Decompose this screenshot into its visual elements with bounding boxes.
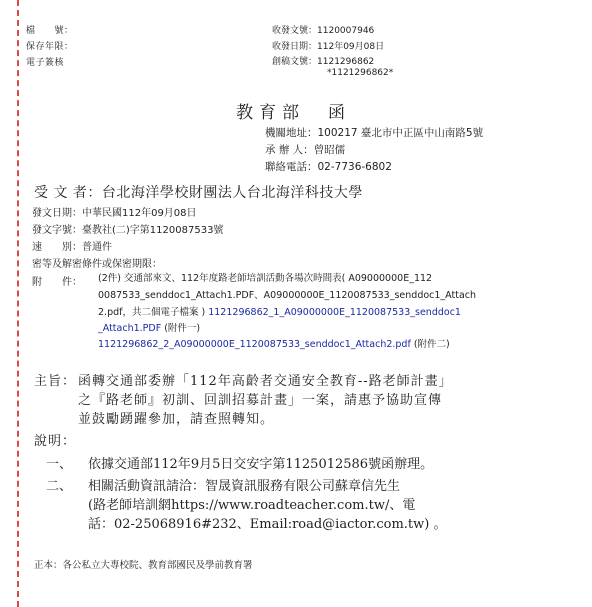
- file-number-label: 檔 號：: [26, 26, 74, 36]
- subject-line-1: 函轉交通部委辦「112年高齡者交通安全教育--路老師計畫」: [78, 374, 453, 389]
- attachment-line-4: [98, 322, 200, 336]
- binding-cut-line: [17, 0, 19, 607]
- attachment-line-3: [98, 306, 461, 320]
- subject-line-3: 並鼓勵踴躍參加，請查照轉知。: [78, 412, 275, 427]
- issue-number: [32, 221, 223, 236]
- explanation-item-2-line-2: (路老師培訓網https://www.roadteacher.com.tw/、電: [88, 498, 416, 513]
- agency-handler-value: 曾昭儒: [313, 144, 346, 156]
- secrecy-label: 密等及解密條件或保密期限：: [32, 259, 162, 270]
- agency-phone-label: 聯絡電話：: [265, 161, 318, 173]
- attachment-line-5: [98, 338, 450, 352]
- issue-date-label: 發文日期：: [32, 208, 82, 219]
- speed-value: 普通件: [82, 242, 112, 253]
- agency-handler-label: 承 辦 人：: [265, 144, 314, 156]
- receive-number-value: 1120007946: [317, 26, 375, 36]
- speed-label: 速 別：: [32, 242, 82, 253]
- agency-address-value: 100217 臺北市中正區中山南路5號: [317, 127, 484, 139]
- issue-number-label: 發文字號：: [32, 225, 82, 236]
- agency-address-label: 機關地址：: [265, 127, 318, 139]
- explanation-item-2-line-1: 相關活動資訊請洽：智晟資訊服務有限公司蘇章信先生: [88, 479, 401, 494]
- recipient: [34, 182, 363, 202]
- agency-phone: [265, 159, 392, 174]
- agency-address: [265, 125, 483, 140]
- issue-number-value: 臺教社(二)字第1120087533號: [82, 225, 224, 236]
- explanation-label: 說明：: [34, 434, 77, 449]
- receive-date-value: 112年09月08日: [317, 42, 385, 52]
- subject-label: 主旨：: [34, 374, 77, 389]
- recipient-value: 台北海洋學校財團法人台北海洋科技大學: [101, 185, 363, 201]
- attachment-label: 附 件：: [32, 277, 82, 288]
- explanation-item-2-line-3: 話：02-25068916#232、Email:road@iactor.com.tw) 。: [88, 517, 447, 532]
- attachment-line-3-text: 2.pdf，共二個電子檔案 ): [98, 307, 206, 318]
- copy-to-label: 正本：: [34, 560, 63, 571]
- reference-barcode-text: *1121296862*: [327, 68, 394, 78]
- agency-handler: [265, 142, 345, 157]
- speed: [32, 238, 112, 253]
- copy-to: [34, 557, 253, 571]
- receive-number: [272, 26, 374, 37]
- explanation-item-1-number: 一、: [46, 457, 73, 472]
- attachment-2-link[interactable]: 1121296862_2_A09000000E_1120087533_senddoc1_Attach2.pdf: [98, 339, 411, 350]
- issue-date-value: 中華民國112年09月08日: [82, 208, 197, 219]
- explanation-item-2-number: 二、: [46, 479, 73, 494]
- digital-sign-label: 電子簽核: [26, 58, 65, 68]
- recipient-label: 受 文 者：: [34, 185, 102, 201]
- explanation-item-1-text: 依據交通部112年9月5日交安字第1125012586號函辦理。: [88, 457, 434, 472]
- attachment-1-note: (附件一): [161, 323, 201, 334]
- attachment-line-2: 0087533_senddoc1_Attach1.PDF、A09000000E_1120087533_senddoc1_Attach: [98, 290, 477, 301]
- receive-date: [272, 42, 384, 53]
- subject-line-2: 之『路老師』初訓、回訓招募計畫」一案，請惠予協助宣傳: [78, 393, 443, 408]
- attachment-2-note: (附件二): [410, 339, 450, 350]
- receive-date-label: 收發日期：: [272, 42, 318, 52]
- reference-number-label: 創稿文號：: [272, 57, 318, 67]
- retention-label: 保存年限：: [26, 42, 74, 52]
- copy-to-value: 各公私立大專校院、教育部國民及學前教育署: [62, 560, 253, 571]
- attachment-1-link[interactable]: 1121296862_1_A09000000E_1120087533_senddoc1: [205, 307, 461, 318]
- agency-phone-value: 02-7736-6802: [317, 161, 392, 173]
- attachment-line-1: (2件) 交通部來文、112年度路老師培訓活動各場次時間表( A09000000E_112: [98, 273, 433, 284]
- reference-number: [272, 57, 374, 68]
- attachment-1-link-tail[interactable]: _Attach1.PDF: [98, 323, 162, 334]
- receive-number-label: 收發文號：: [272, 26, 318, 36]
- reference-number-value: 1121296862: [317, 57, 375, 67]
- document-title: 教育部 函: [236, 103, 351, 123]
- issue-date: [32, 204, 197, 219]
